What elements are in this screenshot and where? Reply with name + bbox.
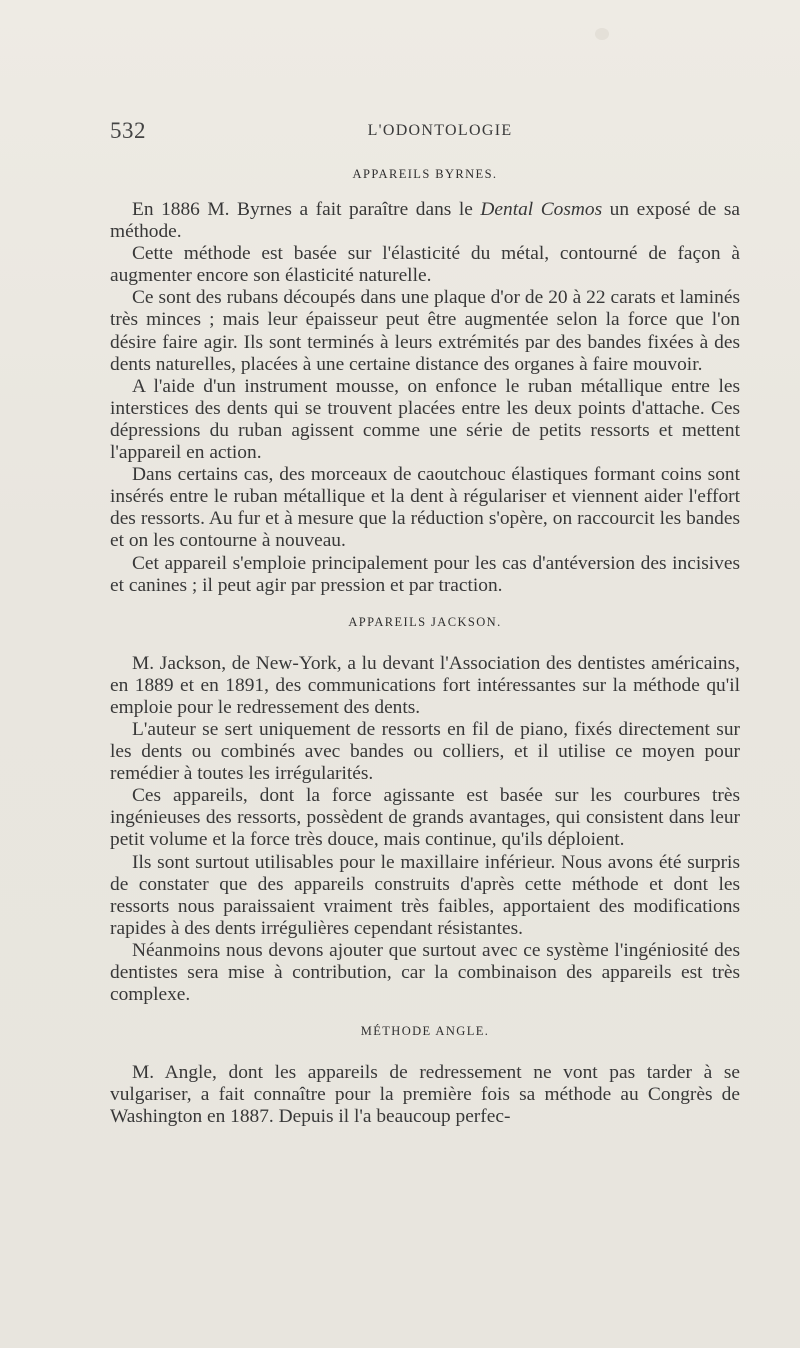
running-title: L'ODONTOLOGIE xyxy=(367,122,513,139)
paragraph-text: un exposé de sa méthode. xyxy=(110,199,740,243)
paragraph: Ils sont surtout utilisables pour le maxillaire inférieur. Nous avons été surpris de constater que des appareils construits d'après cette méthode et dont les ressorts nous paraissaient vraiment très faibles, apportaient des modifications rapides à des dents irrégulières cependant résistantes. xyxy=(110,851,740,939)
section-heading-angle: MÉTHODE ANGLE. xyxy=(360,1024,490,1039)
paragraph: A l'aide d'un instrument mousse, on enfonce le ruban métallique entre les interstices des dents qui se trouvent placées entre les deux points d'attache. Ces dépressions du ruban agissent comme une série de petits ressorts et mettent l'appareil en action. xyxy=(110,375,740,464)
paragraph: L'auteur se sert uniquement de ressorts en fil de piano, fixés directement sur les dents ou combinés avec bandes ou colliers, et il utilise ce moyen pour remédier à toutes les irrégularités. xyxy=(110,718,740,785)
paragraph: Ces appareils, dont la force agissante est basée sur les courbures très ingénieuses des ressorts, possèdent de grands avantages, qui consistent dans leur petit volume et la force très douce, mais continue, qu'ils déploient. xyxy=(110,785,740,851)
paragraph: Cette méthode est basée sur l'élasticité du métal, contourné de façon à augmenter encore son élasticité naturelle. xyxy=(110,243,740,287)
running-head xyxy=(110,118,740,148)
paragraph: M. Jackson, de New-York, a lu devant l'Association des dentistes américains, en 1889 et en 1891, des communications fort intéressantes sur la méthode qu'il emploie pour le redressement des dents. xyxy=(110,652,740,718)
paragraph: Cet appareil s'emploie principalement pour les cas d'antéversion des incisives et canines ; il peut agir par pression et par traction. xyxy=(110,552,740,596)
journal-title: Dental Cosmos xyxy=(480,199,603,220)
paragraph: Ce sont des rubans découpés dans une plaque d'or de 20 à 22 carats et laminés très minces ; mais leur épaisseur peut être augmentée selon la force que l'on désire faire agir. Ils sont terminés à leurs extrémités par des bandes fixées à des dents naturelles, placées à une certaine distance des organes à faire mouvoir. xyxy=(110,287,740,375)
paragraph xyxy=(110,199,740,243)
document-body xyxy=(110,163,740,1128)
paragraph-text: En 1886 M. Byrnes a fait paraître dans le xyxy=(132,199,481,220)
paragraph: M. Angle, dont les appareils de redressement ne vont pas tarder à se vulgariser, a fait connaître pour la première fois sa méthode au Congrès de Washington en 1887. Depuis il l'a beaucoup perfec- xyxy=(110,1062,740,1128)
section-heading-byrnes: APPAREILS BYRNES. xyxy=(352,167,498,181)
paragraph: Néanmoins nous devons ajouter que surtout avec ce système l'ingéniosité des dentistes sera mise à contribution, car la combinaison des appareils est très complexe. xyxy=(110,939,740,1006)
paper-stain xyxy=(595,28,609,40)
page-number: 532 xyxy=(110,118,146,143)
paragraph: Dans certains cas, des morceaux de caoutchouc élastiques formant coins sont insérés entre le ruban métallique et la dent à régulariser et viennent aider l'effort des ressorts. Au fur et à mesure que la réduction s'opère, on raccourcit les bandes et on les contourne à nouveau. xyxy=(110,464,740,552)
section-heading-jackson: APPAREILS JACKSON. xyxy=(348,614,502,629)
